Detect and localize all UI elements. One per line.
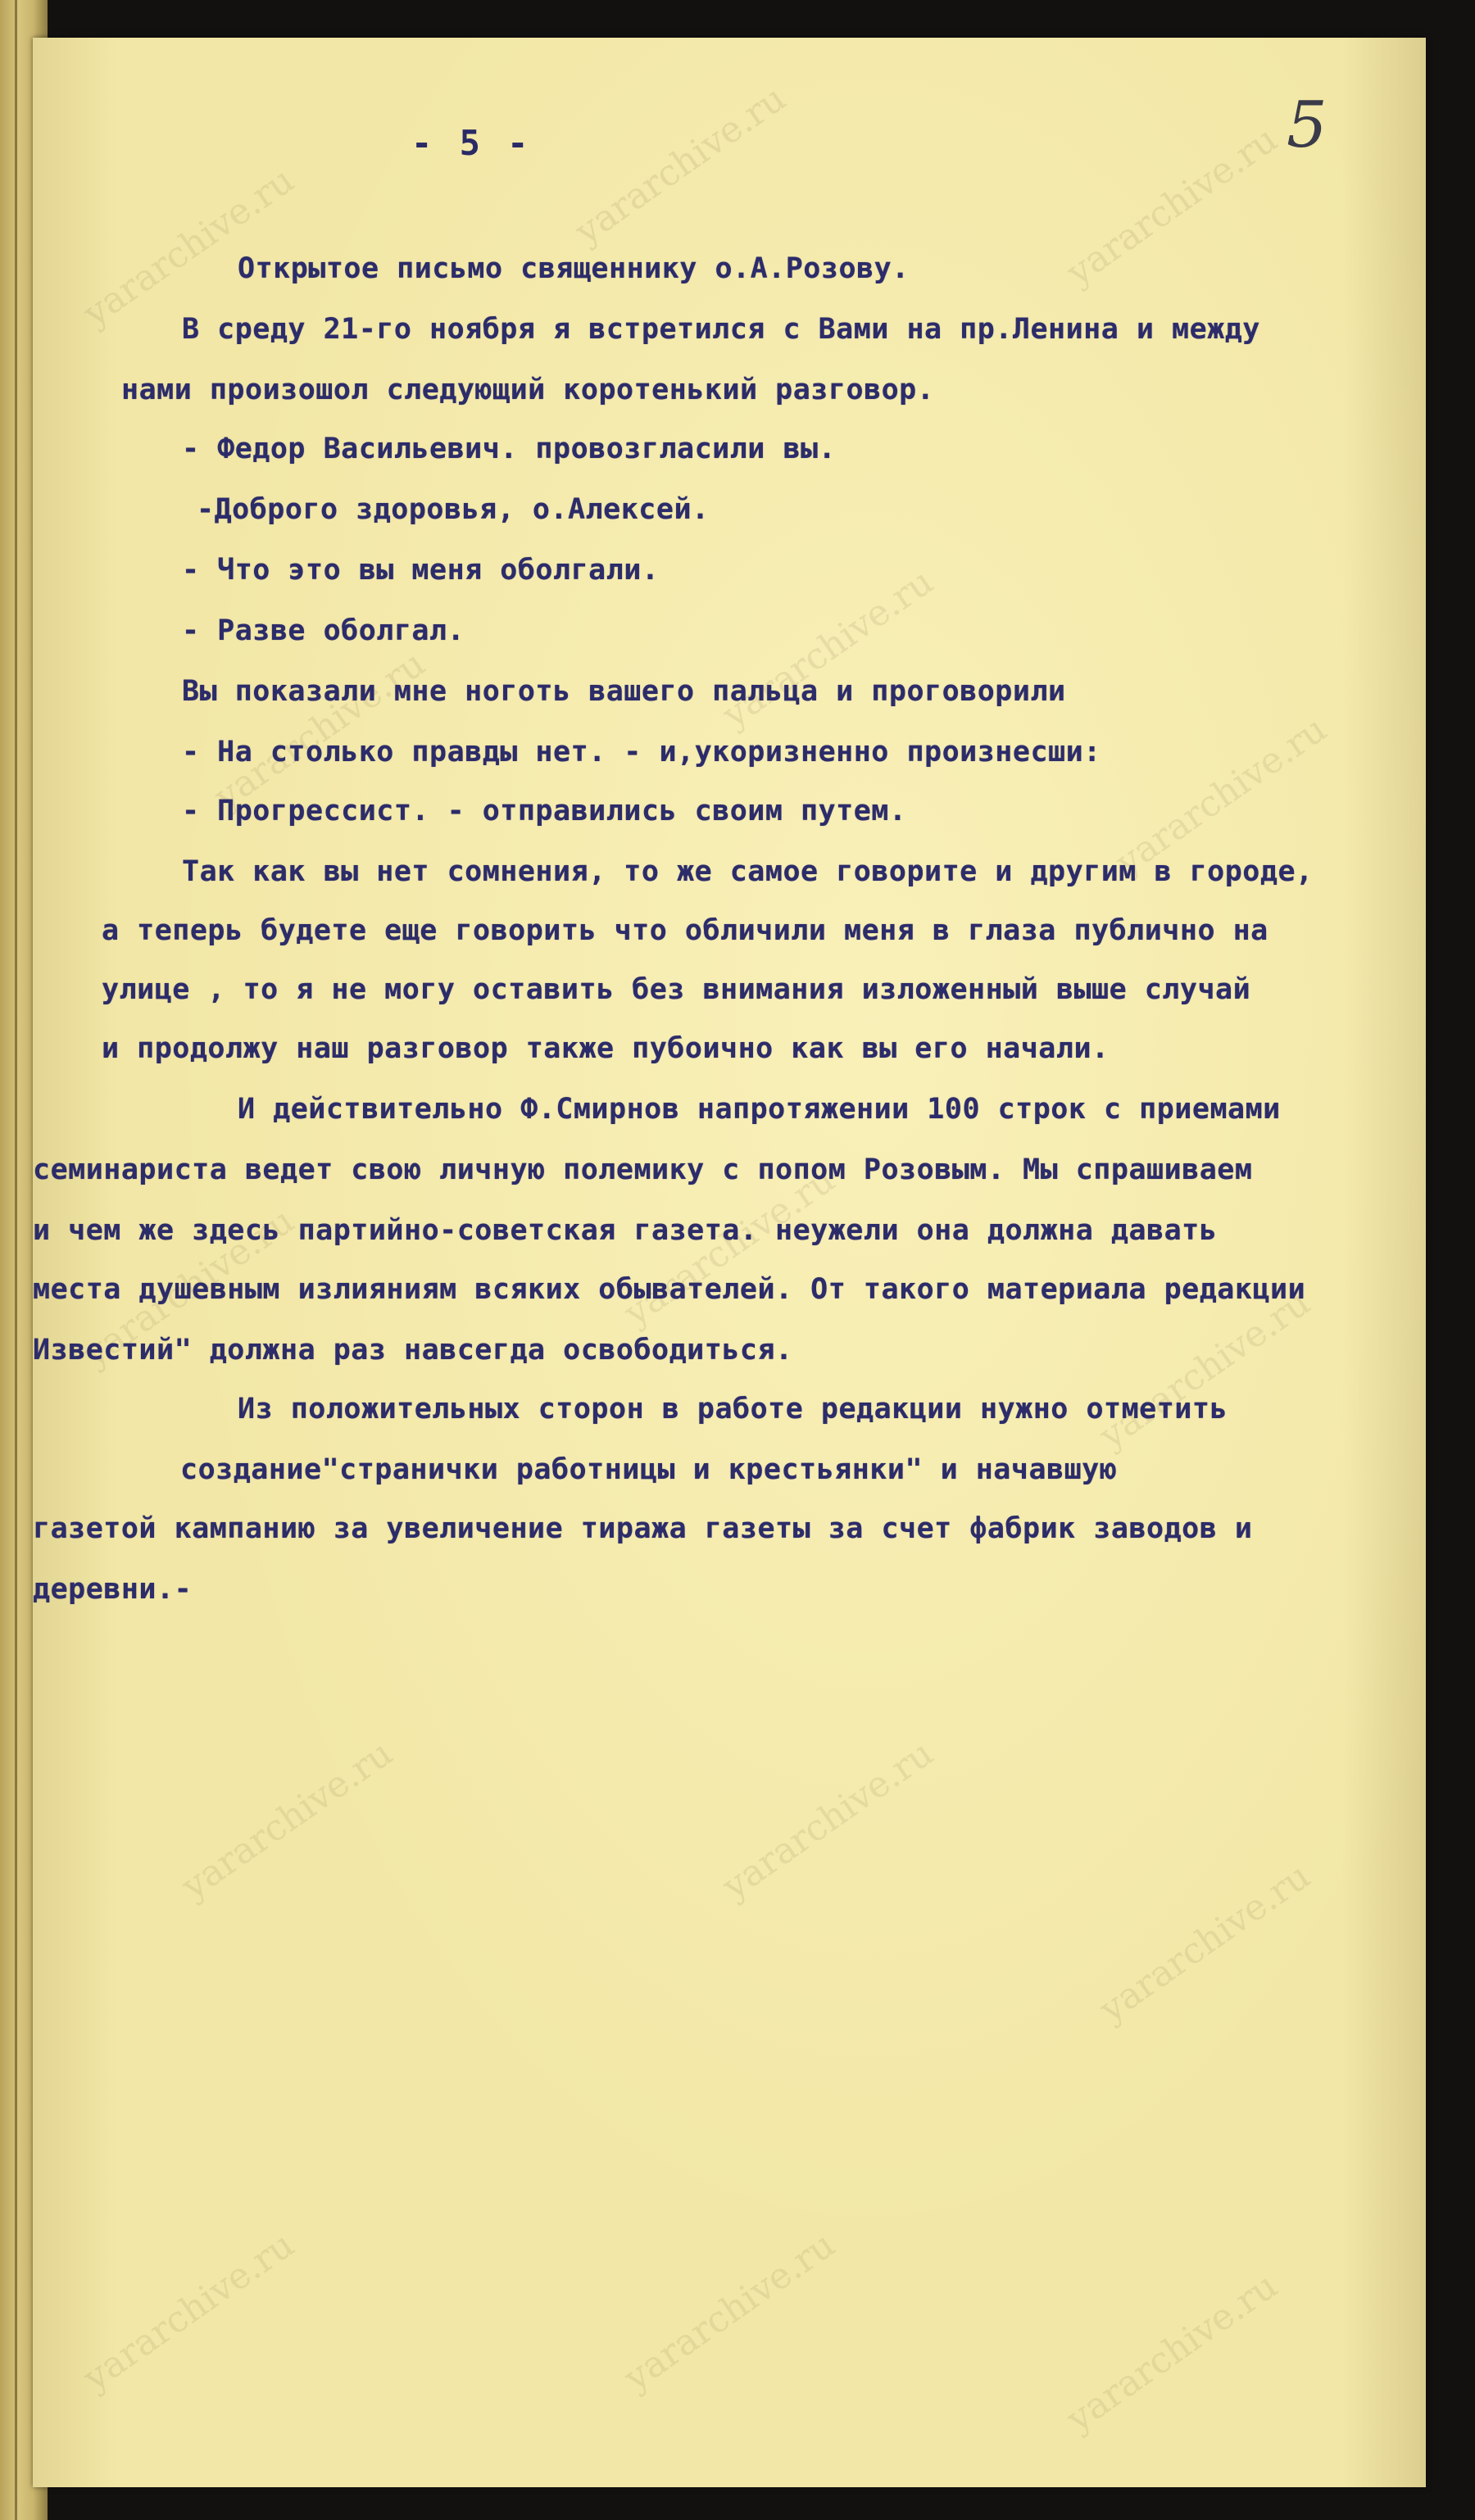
watermark: yararchive.ru [616,2223,843,2400]
letter-heading: Открытое письмо священнику о.А.Розову. [238,252,910,285]
document-page [33,38,1426,2487]
watermark: yararchive.ru [715,1732,942,1908]
watermark: yararchive.ru [75,1199,302,1376]
watermark: yararchive.ru [567,77,794,253]
archive-page-mark: 5 [1287,88,1328,162]
watermark: yararchive.ru [616,1158,843,1335]
text-line: И действительно Ф.Смирнов напротяжении 100 строк с приемами [238,1093,1281,1126]
text-line: Известий" должна раз навсегда освободиться. [33,1334,793,1367]
watermark: yararchive.ru [206,642,433,818]
text-line: газетой кампанию за увеличение тиража газеты за счет фабрик заводов и [33,1512,1253,1545]
text-line: нами произошол следующий коротенький разговор. [121,374,935,406]
text-line: семинариста ведет свою личную полемику с попом Розовым. Мы спрашиваем [33,1153,1253,1186]
watermark: yararchive.ru [1092,1855,1318,2031]
binding-edge [15,0,17,2520]
watermark: yararchive.ru [75,2223,302,2400]
text-line: - Прогрессист. - отправились своим путем. [182,795,907,827]
text-line: и продолжу наш разговор также пубоично как вы его начали. [102,1032,1110,1065]
text-line: места душевным излияниям всяких обывателей. От такого материала редакции [33,1273,1306,1306]
watermark: yararchive.ru [715,560,942,737]
text-line: улице , то я не могу оставить без внимания изложенный выше случай [102,973,1251,1006]
text-line: - Федор Васильевич. провозгласили вы. [182,433,837,465]
text-line: деревни.- [33,1573,193,1606]
page-number: - 5 - [411,123,532,163]
text-line: - Разве оболгал. [182,614,465,647]
text-line: - Что это вы меня оболгали. [182,554,660,587]
text-line: создание"странички работницы и крестьянки" и начавшую [180,1453,1118,1486]
text-line: -Доброго здоровья, о.Алексей. [197,493,710,526]
text-line: а теперь будете еще говорить что обличили меня в глаза публично на [102,914,1268,947]
text-line: Вы показали мне ноготь вашего пальца и проговорили [182,675,1066,708]
text-line: - На столько правды нет. - и,укоризненно произнесши: [182,736,1101,768]
watermark: yararchive.ru [75,159,302,335]
watermark: yararchive.ru [1092,1281,1318,1457]
watermark: yararchive.ru [1059,118,1286,294]
watermark: yararchive.ru [1059,2264,1286,2441]
watermark: yararchive.ru [1108,708,1335,884]
text-line: В среду 21-го ноября я встретился с Вами на пр.Ленина и между [182,313,1260,346]
text-line: и чем же здесь партийно-советская газета. неужели она должна давать [33,1214,1218,1247]
text-line: Так как вы нет сомнения, то же самое говорите и другим в городе, [182,855,1314,888]
watermark: yararchive.ru [174,1732,401,1908]
text-line: Из положительных сторон в работе редакции нужно отметить [238,1393,1228,1425]
